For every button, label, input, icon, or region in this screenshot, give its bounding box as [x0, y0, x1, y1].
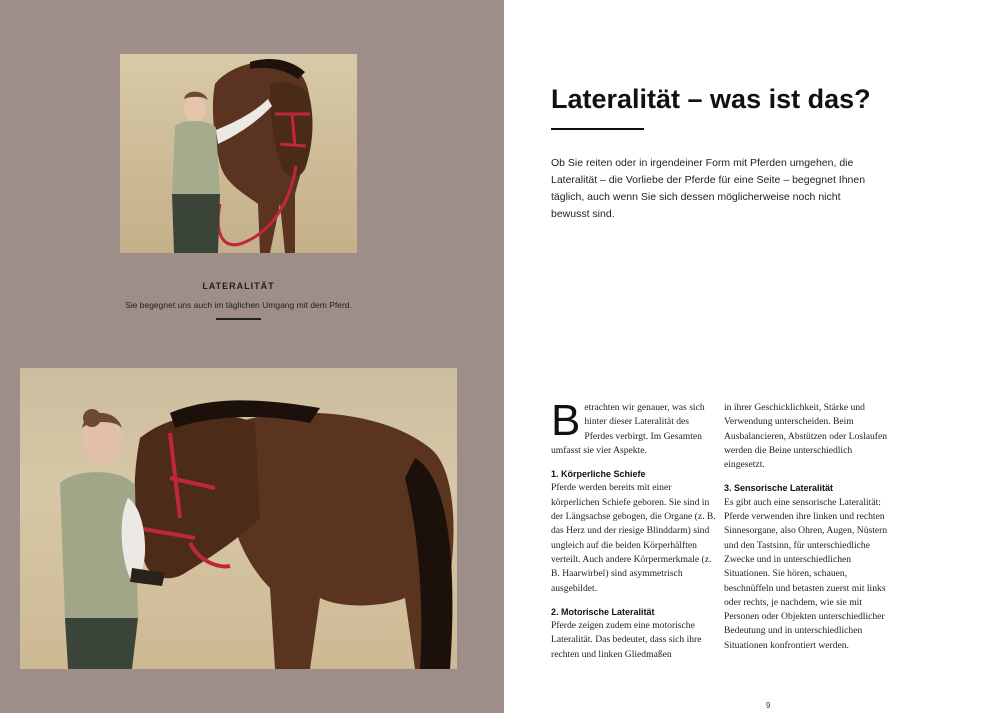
section-3-title: 3. Sensorische Lateralität	[724, 483, 834, 494]
page-number: 9	[766, 701, 771, 710]
body-column-1	[551, 396, 716, 662]
headline-divider	[551, 128, 644, 130]
section-2-continued: in ihrer Geschicklichkeit, Stärke und Verwendung unterscheiden. Beim Ausbalancieren, Abstützen oder Loslaufen werden die Beine unterschiedlich eingesetzt.	[724, 402, 888, 471]
photo-woman-horse-top	[120, 54, 357, 253]
drop-cap: B	[551, 396, 581, 445]
horse-illustration-top	[120, 54, 357, 253]
section-1-text: Pferde werden bereits mit einer körperlichen Schiefe geboren. Sie sind in der Längsachse gebogen, die Organe (z. B. das Herz und der riesige Blinddarm) sind ungleich auf die beiden Körperhälften verteilt. Auch andere Körpermerkmale (z. B. Haarwirbel) sind asymmetrisch ausgebildet.	[551, 482, 716, 594]
horse-illustration-bottom	[20, 368, 457, 669]
lead-paragraph: etrachten wir genauer, was sich hinter dieser Lateralität des Pferdes verbirgt. Im Gesamten umfasst sie vier Aspekte.	[551, 402, 705, 456]
section-1-title: 1. Körperliche Schiefe	[551, 469, 646, 480]
section-3-text: Es gibt auch eine sensorische Lateralität: Pferde verwenden ihre linken und rechten Sinnesorgane, also Ohren, Augen, Nüstern und den Tastsinn, für unterschiedliche Zwecke und in unterschiedlichen Situationen. Sie hören, schauen, beschnüffeln und betasten zuerst mit links oder rechts, je nachdem, wie sie mit Personen oder Objekten unterschiedlicher Bedeutung und in unterschiedlichen Situationen konfrontiert werden.	[724, 496, 888, 651]
page-headline: Lateralität – was ist das?	[551, 84, 871, 114]
caption-title: LATERALITÄT	[202, 281, 275, 291]
caption-divider	[216, 318, 261, 320]
section-2-title: 2. Motorische Lateralität	[551, 606, 655, 617]
section-2-text: Pferde zeigen zudem eine motorische Lateralität. Das bedeutet, dass sich ihre rechten und linken Gliedmaßen	[551, 620, 702, 660]
caption-text: Sie begegnet uns auch im täglichen Umgang mit dem Pferd.	[125, 300, 352, 310]
body-column-2	[724, 401, 889, 653]
photo-woman-horse-bottom	[20, 368, 457, 669]
intro-paragraph: Ob Sie reiten oder in irgendeiner Form mit Pferden umgehen, die Lateralität – die Vorliebe der Pferde für eine Seite – begegnet Ihnen täglich, auch wenn Sie sich dessen möglicherweise noch nicht bewusst sind.	[551, 157, 866, 220]
